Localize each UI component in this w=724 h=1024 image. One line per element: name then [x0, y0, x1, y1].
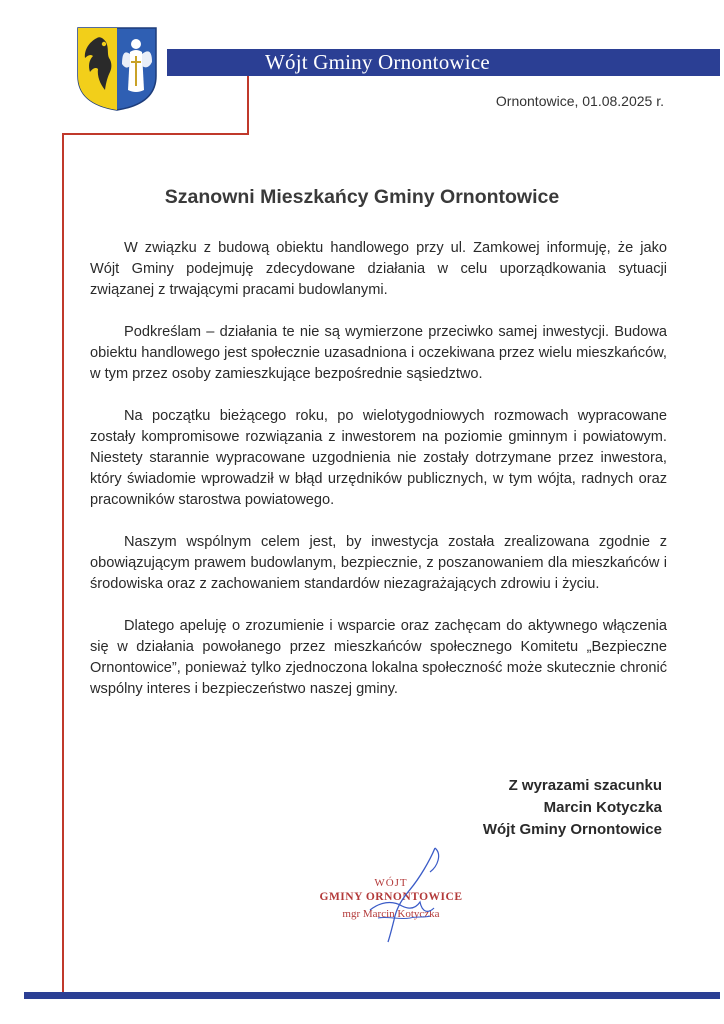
- stamp-line-2: GMINY ORNONTOWICE: [319, 891, 463, 903]
- red-frame-vertical-left: [62, 133, 64, 992]
- date-line: Ornontowice, 01.08.2025 r.: [495, 93, 664, 109]
- paragraph-5: Dlatego apeluję o zrozumienie i wsparcie oraz zachęcam do aktywnego włączenia się w działania powołanego przez mieszkańców społecznego Komitetu „Bezpieczne Ornontowice”, ponieważ tylko zjednoczona lokalna społeczność może skutecznie chronić wspólny interes i bezpieczeństwo naszej gminy.: [90, 618, 667, 697]
- closing-name: Marcin Kotyczka: [543, 799, 662, 816]
- letter-heading: Szanowni Mieszkańcy Gminy Ornontowice: [164, 186, 560, 208]
- coat-of-arms-icon: [76, 26, 158, 112]
- bottom-bar: [24, 992, 720, 999]
- closing-greeting: Z wyrazami szacunku: [508, 777, 662, 794]
- closing-block: [483, 775, 662, 841]
- letter-body: [90, 238, 667, 721]
- paragraph-2: Podkreślam – działania te nie są wymierzone przeciwko samej inwestycji. Budowa obiektu handlowego jest społecznie uzasadniona i oczekiwana przez wielu mieszkańców, w tym przez osoby zamieszkujące bezpośrednie sąsiedztwo.: [90, 324, 667, 382]
- red-frame-vertical-top: [247, 76, 249, 134]
- handwritten-signature-icon: [330, 840, 460, 945]
- paragraph-1: W związku z budową obiektu handlowego przy ul. Zamkowej informuję, że jako Wójt Gminy podejmuję zdecydowane działania w celu uporządkowania sytuacji związanej z trwającymi pracami budowlanymi.: [90, 240, 667, 298]
- red-frame-horizontal: [62, 133, 249, 135]
- paragraph-4: Naszym wspólnym celem jest, by inwestycja została zrealizowana zgodnie z obowiązującym prawem budowlanym, bezpiecznie, z poszanowaniem dla mieszkańców i środowiska oraz z zachowaniem standardów niezagrażających zdrowiu i życiu.: [90, 534, 667, 592]
- header-title: Wójt Gminy Ornontowice: [265, 50, 490, 74]
- stamp-line-3: mgr Marcin Kotyczka: [342, 908, 440, 920]
- paragraph-3: Na początku bieżącego roku, po wielotygodniowych rozmowach wypracowane zostały kompromisowe rozwiązania z inwestorem na poziomie gminnym i powiatowym. Niestety starannie wypracowane uzgodnienia nie zostały dotrzymane przez inwestora, który świadomie wprowadził w błąd urzędników publicznych, w tym wójta, radnych oraz pracowników starostwa powiatowego.: [90, 408, 667, 508]
- stamp-line-1: WÓJT: [374, 877, 408, 889]
- closing-position: Wójt Gminy Ornontowice: [482, 821, 662, 838]
